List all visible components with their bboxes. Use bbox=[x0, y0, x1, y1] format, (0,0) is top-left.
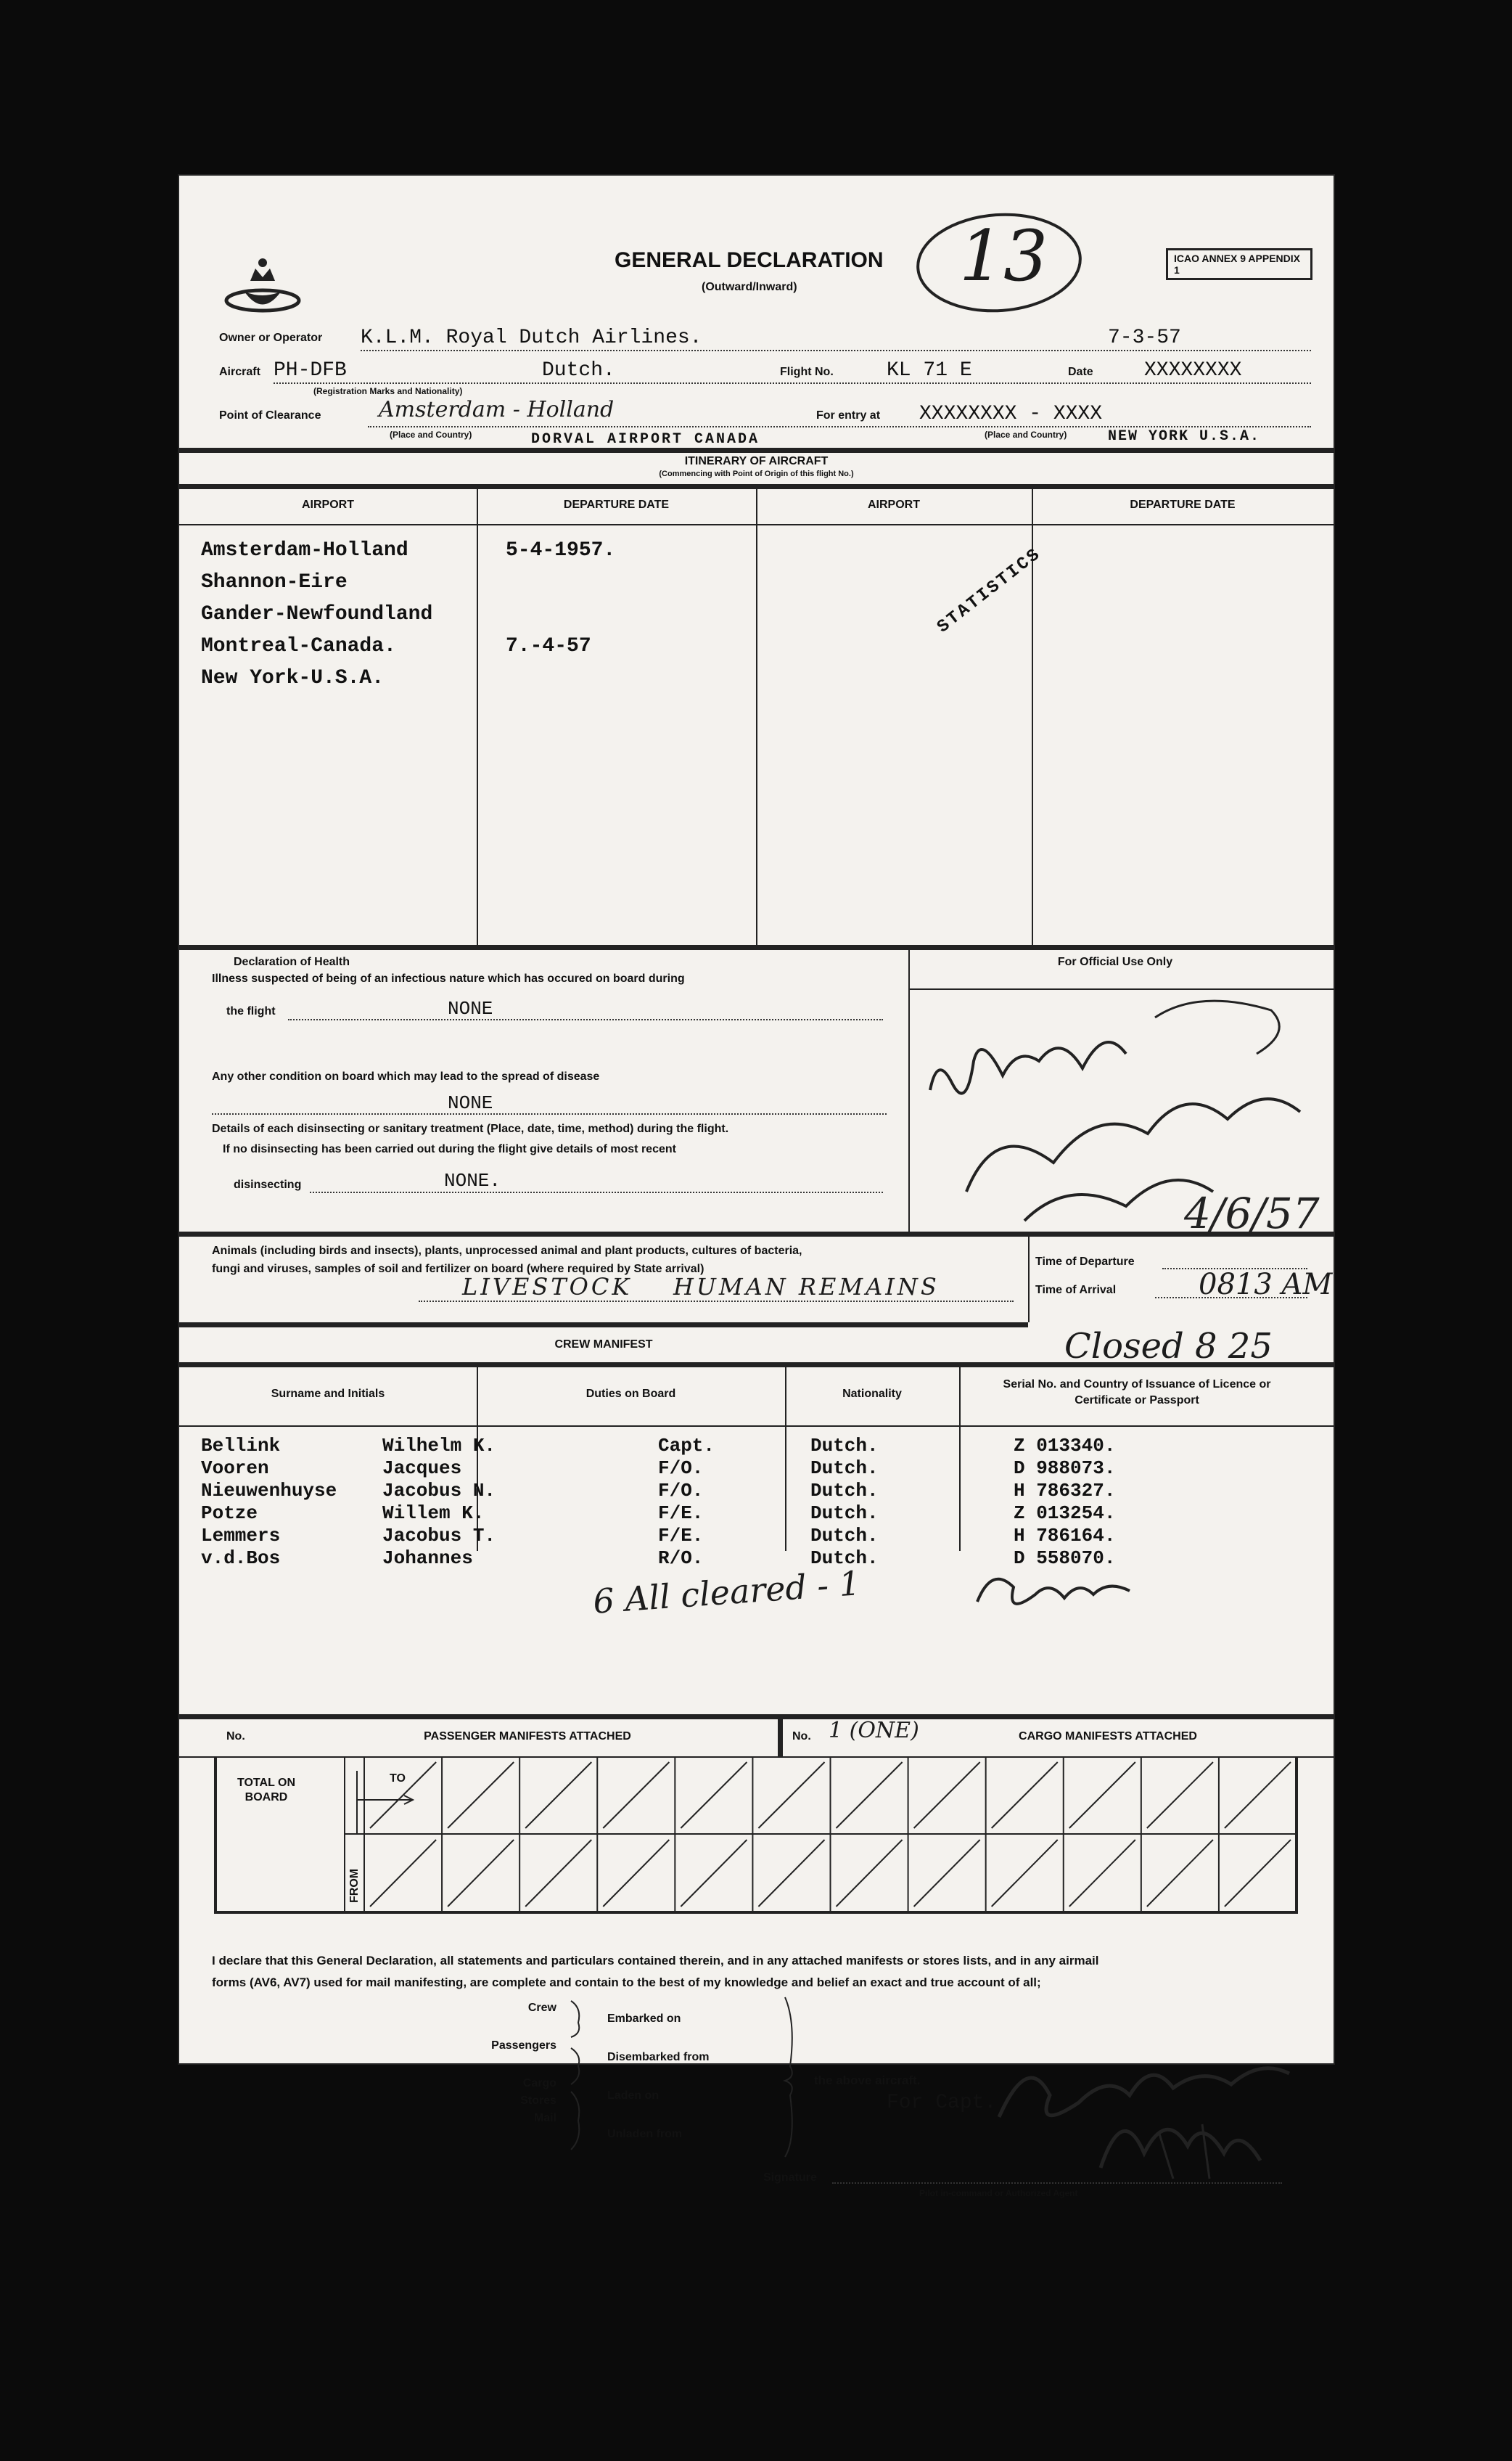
list-item: Mail bbox=[533, 2112, 556, 2124]
list-item bbox=[506, 599, 615, 631]
health-answer-1: NONE bbox=[448, 998, 493, 1020]
declaration-text-2: forms (AV6, AV7) used for mail manifesting, are complete and contain to the best of my knowledge and belief an exact and true account of all; bbox=[212, 1975, 1041, 1989]
itinerary-header-airport-1: AIRPORT bbox=[302, 499, 354, 511]
cargo-manifests-title: CARGO MANIFESTS ATTACHED bbox=[1019, 1730, 1197, 1743]
list-item: Shannon-Eire bbox=[201, 571, 348, 594]
list-item: Embarked on bbox=[607, 2012, 681, 2025]
crew-header-surname: Surname and Initials bbox=[271, 1388, 385, 1400]
grid-cell-strike bbox=[603, 1840, 669, 1907]
date-label: Date bbox=[1068, 366, 1093, 378]
clearance-caption: (Place and Country) bbox=[390, 430, 472, 440]
table-row: v.d.Bos Johannes R/O. Dutch. D 558070. bbox=[201, 1547, 1116, 1569]
crew-initials-handwriting bbox=[963, 1558, 1151, 1623]
form-subtitle: (Outward/Inward) bbox=[702, 281, 797, 293]
clearance-label: Point of Clearance bbox=[219, 409, 321, 422]
official-use-title: For Official Use Only bbox=[1057, 956, 1173, 968]
grid-cell-strike bbox=[370, 1840, 436, 1907]
grid-cell-strike bbox=[758, 1840, 824, 1907]
registration-caption: (Registration Marks and Nationality) bbox=[313, 386, 463, 396]
health-question-1: Illness suspected of being of an infectious nature which has occured on board during bbox=[212, 972, 685, 985]
crew-title: CREW MANIFEST bbox=[554, 1338, 653, 1351]
crew-cleared-note: 6 All cleared - 1 bbox=[591, 1563, 862, 1621]
flight-label: Flight No. bbox=[780, 366, 834, 378]
grid-cell-strike bbox=[448, 1762, 514, 1828]
itinerary-title: ITINERARY OF AIRCRAFT bbox=[684, 455, 829, 467]
itinerary-dates-list bbox=[506, 535, 615, 663]
closed-note: Closed 8 25 bbox=[1064, 1326, 1273, 1367]
signature-label: Signature bbox=[763, 2171, 817, 2184]
cargo-no-label: No. bbox=[792, 1730, 811, 1743]
entry-label: For entry at bbox=[816, 409, 881, 422]
itinerary-airports-list bbox=[201, 535, 432, 695]
grid-cell-strike bbox=[370, 1762, 436, 1828]
svg-text:4/6/57: 4/6/57 bbox=[1184, 1189, 1320, 1235]
declaration-column-2 bbox=[607, 1999, 710, 2153]
itinerary-header-date-1: DEPARTURE DATE bbox=[563, 499, 670, 511]
arrival-time-label: Time of Arrival bbox=[1035, 1284, 1117, 1296]
health-title: Declaration of Health bbox=[234, 956, 350, 968]
captain-signature bbox=[985, 2044, 1304, 2186]
grid-cell-strike bbox=[1147, 1762, 1213, 1828]
animals-text-2: fungi and viruses, samples of soil and fertilizer on board (where required by State arrival) bbox=[212, 1263, 704, 1275]
aircraft-registration: PH-DFB bbox=[274, 359, 347, 382]
grid-cell-strike bbox=[914, 1840, 980, 1907]
list-item: Stores bbox=[520, 2094, 556, 2107]
date-value: XXXXXXXX bbox=[1144, 359, 1242, 382]
grid-cell-strike bbox=[1147, 1840, 1213, 1907]
list-item: Unladen from bbox=[607, 2128, 683, 2140]
from-label: FROM bbox=[348, 1868, 361, 1903]
total-on-board-label: TOTAL ON BOARD bbox=[237, 1777, 295, 1803]
circled-number: 13 bbox=[959, 216, 1048, 297]
owner-label: Owner or Operator bbox=[219, 332, 323, 344]
table-row: Nieuwenhuyse Jacobus N. F/O. Dutch. H 786327. bbox=[201, 1480, 1116, 1502]
health-answer-2: NONE bbox=[448, 1092, 493, 1114]
table-row: Bellink Wilhelm K. Capt. Dutch. Z 013340. bbox=[201, 1435, 1116, 1457]
annex-box: ICAO ANNEX 9 APPENDIX 1 bbox=[1166, 248, 1312, 280]
grid-cell-strike bbox=[837, 1762, 903, 1828]
grid-cell-strike bbox=[681, 1762, 747, 1828]
aircraft-nationality: Dutch. bbox=[542, 359, 615, 382]
flight-value: KL 71 E bbox=[887, 359, 972, 382]
health-question-3: Details of each disinsecting or sanitary treatment (Place, date, time, method) during the flight. bbox=[212, 1123, 729, 1135]
crew-header-serial: Serial No. and Country of Issuance of Licence or Certificate or Passport bbox=[1003, 1378, 1271, 1406]
dorval-stamp: DORVAL AIRPORT CANADA bbox=[531, 431, 760, 448]
grid-cell-strike bbox=[525, 1762, 591, 1828]
manifest-count-grid bbox=[179, 1756, 1334, 1917]
declaration-text-1: I declare that this General Declaration, all statements and particulars contained therein, and in any attached manifests or stores lists, and in any airmail bbox=[212, 1954, 1099, 1967]
itinerary-subtitle: (Commencing with Point of Origin of this flight No.) bbox=[659, 470, 854, 478]
to-label: TO bbox=[390, 1772, 406, 1785]
crew-header-nationality: Nationality bbox=[842, 1388, 902, 1400]
passenger-manifests-title: PASSENGER MANIFESTS ATTACHED bbox=[424, 1730, 631, 1743]
list-item: Gander-Newfoundland bbox=[201, 603, 433, 626]
grid-cell-strike bbox=[1225, 1840, 1291, 1907]
for-captain-text: For Capt. bbox=[887, 2092, 997, 2114]
aircraft-label: Aircraft bbox=[219, 366, 260, 378]
signature-caption: Pilot in-command or Authorized Agent bbox=[919, 2188, 1078, 2198]
grid-cell-strike bbox=[603, 1762, 669, 1828]
declaration-aircraft-text: the above aircraft. bbox=[814, 2073, 921, 2087]
list-item: Montreal-Canada. bbox=[201, 635, 396, 658]
list-item: 7.-4-57 bbox=[506, 635, 591, 658]
animals-text-1: Animals (including birds and insects), plants, unprocessed animal and plant products, cultures of bacteria, bbox=[212, 1245, 802, 1257]
form-title: GENERAL DECLARATION bbox=[615, 248, 884, 272]
list-item: Cargo bbox=[522, 2077, 556, 2089]
grid-cell-strike bbox=[992, 1840, 1058, 1907]
itinerary-header-date-2: DEPARTURE DATE bbox=[1130, 499, 1236, 511]
grid-cell-strike bbox=[837, 1840, 903, 1907]
declaration-column-1 bbox=[455, 1999, 556, 2127]
list-item: Laden on bbox=[607, 2089, 660, 2102]
crew-table bbox=[201, 1435, 1318, 1570]
official-use-handwriting bbox=[908, 974, 1334, 1235]
entry-caption: (Place and Country) bbox=[985, 430, 1067, 440]
health-question-2: Any other condition on board which may lead to the spread of disease bbox=[212, 1070, 600, 1083]
list-item: Disembarked from bbox=[607, 2051, 710, 2063]
list-item: Amsterdam-Holland bbox=[201, 539, 408, 562]
grid-cell-strike bbox=[992, 1762, 1058, 1828]
grid-cell-strike bbox=[1069, 1762, 1135, 1828]
cargo-no-value: 1 (ONE) bbox=[829, 1718, 919, 1743]
grid-cell-strike bbox=[681, 1840, 747, 1907]
list-item: Passengers bbox=[491, 2039, 556, 2052]
grid-cell-strike bbox=[525, 1840, 591, 1907]
grid-cell-strike bbox=[448, 1840, 514, 1907]
grid-cell-strike bbox=[914, 1762, 980, 1828]
health-question-3c: disinsecting bbox=[234, 1179, 302, 1191]
statistics-stamp: STATISTICS bbox=[934, 544, 1045, 638]
crew-header-duties: Duties on Board bbox=[586, 1388, 676, 1400]
health-question-3b: If no disinsecting has been carried out during the flight give details of most recent bbox=[223, 1143, 676, 1155]
arrival-time-value: 0813 AM bbox=[1199, 1268, 1333, 1301]
list-item: 5-4-1957. bbox=[506, 539, 616, 562]
list-item: Crew bbox=[527, 2002, 556, 2014]
list-item bbox=[506, 567, 615, 599]
table-row: Lemmers Jacobus T. F/E. Dutch. H 786164. bbox=[201, 1525, 1116, 1547]
table-row: Vooren Jacques F/O. Dutch. D 988073. bbox=[201, 1457, 1116, 1479]
health-question-1b: the flight bbox=[226, 1005, 276, 1017]
departure-time-label: Time of Departure bbox=[1035, 1256, 1135, 1268]
large-brace-mark bbox=[774, 1994, 803, 2161]
brace-marks bbox=[564, 1994, 593, 2161]
itinerary-header-airport-2: AIRPORT bbox=[868, 499, 920, 511]
animals-handwritten: LIVESTOCK HUMAN REMAINS bbox=[462, 1273, 940, 1301]
grid-cell-strike bbox=[1069, 1840, 1135, 1907]
owner-value: K.L.M. Royal Dutch Airlines. bbox=[361, 327, 702, 349]
entry-value: XXXXXXXX - XXXX bbox=[919, 403, 1103, 425]
new-york-stamp: NEW YORK U.S.A. bbox=[1108, 428, 1261, 445]
list-item: New York-U.S.A. bbox=[201, 667, 385, 689]
owner-date-value: 7-3-57 bbox=[1108, 327, 1181, 349]
health-answer-3: NONE. bbox=[444, 1170, 501, 1192]
table-row: Potze Willem K. F/E. Dutch. Z 013254. bbox=[201, 1502, 1116, 1524]
crown-logo-icon bbox=[223, 248, 303, 328]
grid-cell-strike bbox=[1225, 1762, 1291, 1828]
grid-cell-strike bbox=[758, 1762, 824, 1828]
general-declaration-form bbox=[178, 174, 1335, 2198]
clearance-place: Amsterdam - Holland bbox=[379, 397, 615, 422]
passenger-no-label: No. bbox=[226, 1730, 245, 1743]
